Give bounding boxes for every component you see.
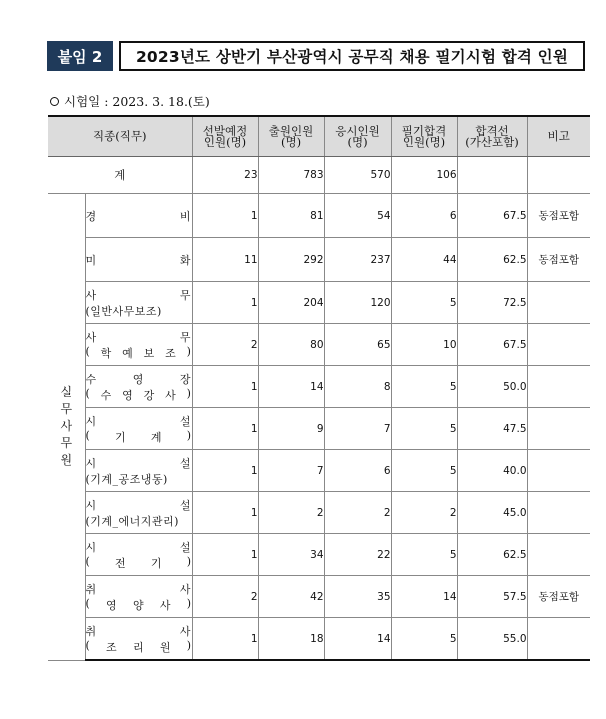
cell-planned: 1 bbox=[192, 408, 258, 450]
cell-passed: 5 bbox=[391, 534, 457, 576]
cell-cutoff: 62.5 bbox=[457, 534, 527, 576]
cell-planned: 1 bbox=[192, 534, 258, 576]
cell-planned: 1 bbox=[192, 194, 258, 238]
cell-note bbox=[527, 282, 590, 324]
header-note: 비고 bbox=[527, 116, 590, 157]
cell-takers: 6 bbox=[324, 450, 391, 492]
group-label: 실 무 사 무 원 bbox=[48, 194, 85, 661]
cell-passed: 10 bbox=[391, 324, 457, 366]
table-row bbox=[48, 618, 590, 661]
job-name-cell: 시 설 ( 전 기 ) bbox=[85, 534, 192, 576]
total-applicants: 783 bbox=[258, 157, 324, 194]
cell-takers: 54 bbox=[324, 194, 391, 238]
total-passed: 106 bbox=[391, 157, 457, 194]
cell-passed: 2 bbox=[391, 492, 457, 534]
cell-planned: 1 bbox=[192, 492, 258, 534]
cell-cutoff: 67.5 bbox=[457, 324, 527, 366]
cell-takers: 35 bbox=[324, 576, 391, 618]
cell-passed: 44 bbox=[391, 238, 457, 282]
cell-note bbox=[527, 492, 590, 534]
cell-passed: 5 bbox=[391, 408, 457, 450]
table-row bbox=[48, 534, 590, 576]
cell-planned: 2 bbox=[192, 324, 258, 366]
job-name-cell: 미 화 bbox=[85, 238, 192, 282]
cell-cutoff: 57.5 bbox=[457, 576, 527, 618]
cell-planned: 1 bbox=[192, 450, 258, 492]
cell-cutoff: 62.5 bbox=[457, 238, 527, 282]
cell-applicants: 292 bbox=[258, 238, 324, 282]
cell-passed: 6 bbox=[391, 194, 457, 238]
job-name-cell: 사 무 ( 학 예 보 조 ) bbox=[85, 324, 192, 366]
cell-note: 동점포함 bbox=[527, 576, 590, 618]
cell-takers: 22 bbox=[324, 534, 391, 576]
cell-cutoff: 50.0 bbox=[457, 366, 527, 408]
cell-takers: 7 bbox=[324, 408, 391, 450]
cell-cutoff: 55.0 bbox=[457, 618, 527, 661]
cell-applicants: 204 bbox=[258, 282, 324, 324]
cell-takers: 120 bbox=[324, 282, 391, 324]
header-planned: 선발예정 인원(명) bbox=[192, 116, 258, 157]
cell-passed: 5 bbox=[391, 618, 457, 661]
total-label: 계 bbox=[48, 157, 192, 194]
cell-takers: 2 bbox=[324, 492, 391, 534]
total-note bbox=[527, 157, 590, 194]
cell-note bbox=[527, 450, 590, 492]
cell-note: 동점포함 bbox=[527, 194, 590, 238]
table-row bbox=[48, 324, 590, 366]
header-job: 직종(직무) bbox=[48, 116, 192, 157]
cell-note bbox=[527, 408, 590, 450]
total-row bbox=[48, 157, 590, 194]
cell-planned: 1 bbox=[192, 366, 258, 408]
cell-planned: 2 bbox=[192, 576, 258, 618]
job-name-cell: 사 무 (일반사무보조) bbox=[85, 282, 192, 324]
header-takers: 응시인원 (명) bbox=[324, 116, 391, 157]
cell-cutoff: 45.0 bbox=[457, 492, 527, 534]
job-name-cell: 시 설 ( 기 계 ) bbox=[85, 408, 192, 450]
title-text: 2023년도 상반기 부산광역시 공무직 채용 필기시험 합격 인원 bbox=[119, 41, 585, 71]
cell-applicants: 2 bbox=[258, 492, 324, 534]
cell-planned: 1 bbox=[192, 618, 258, 661]
cell-applicants: 14 bbox=[258, 366, 324, 408]
table-row bbox=[48, 450, 590, 492]
cell-passed: 5 bbox=[391, 366, 457, 408]
cell-note: 동점포함 bbox=[527, 238, 590, 282]
cell-takers: 8 bbox=[324, 366, 391, 408]
total-takers: 570 bbox=[324, 157, 391, 194]
cell-takers: 14 bbox=[324, 618, 391, 661]
cell-planned: 11 bbox=[192, 238, 258, 282]
job-name-cell: 경 비 bbox=[85, 194, 192, 238]
cell-cutoff: 47.5 bbox=[457, 408, 527, 450]
table-row bbox=[48, 408, 590, 450]
cell-note bbox=[527, 618, 590, 661]
header-cutoff: 합격선 (가산포함) bbox=[457, 116, 527, 157]
table-row bbox=[48, 492, 590, 534]
cell-applicants: 9 bbox=[258, 408, 324, 450]
cell-passed: 14 bbox=[391, 576, 457, 618]
cell-applicants: 18 bbox=[258, 618, 324, 661]
header-applicants: 출원인원 (명) bbox=[258, 116, 324, 157]
cell-takers: 65 bbox=[324, 324, 391, 366]
job-name-cell: 시 설 (기계_공조냉동) bbox=[85, 450, 192, 492]
cell-applicants: 7 bbox=[258, 450, 324, 492]
table-row bbox=[48, 194, 590, 238]
total-cutoff bbox=[457, 157, 527, 194]
job-name-cell: 취 사 ( 조 리 원 ) bbox=[85, 618, 192, 661]
cell-takers: 237 bbox=[324, 238, 391, 282]
job-name-cell: 수 영 장 ( 수 영 강 사 ) bbox=[85, 366, 192, 408]
job-name-cell: 취 사 ( 영 양 사 ) bbox=[85, 576, 192, 618]
cell-applicants: 80 bbox=[258, 324, 324, 366]
cell-applicants: 42 bbox=[258, 576, 324, 618]
cell-cutoff: 40.0 bbox=[457, 450, 527, 492]
cell-note bbox=[527, 324, 590, 366]
cell-applicants: 81 bbox=[258, 194, 324, 238]
document-title bbox=[47, 41, 585, 71]
cell-cutoff: 67.5 bbox=[457, 194, 527, 238]
cell-passed: 5 bbox=[391, 450, 457, 492]
results-table bbox=[48, 115, 590, 661]
attachment-badge: 붙임 2 bbox=[47, 41, 113, 71]
circle-bullet-icon bbox=[50, 97, 59, 106]
cell-note bbox=[527, 366, 590, 408]
job-name-cell: 시 설 (기계_에너지관리) bbox=[85, 492, 192, 534]
table-row bbox=[48, 576, 590, 618]
cell-planned: 1 bbox=[192, 282, 258, 324]
table-header-row bbox=[48, 116, 590, 157]
total-planned: 23 bbox=[192, 157, 258, 194]
cell-cutoff: 72.5 bbox=[457, 282, 527, 324]
exam-date-line bbox=[50, 92, 210, 110]
cell-applicants: 34 bbox=[258, 534, 324, 576]
table-row bbox=[48, 366, 590, 408]
exam-date-text: 시험일 : 2023. 3. 18.(토) bbox=[64, 94, 210, 109]
cell-passed: 5 bbox=[391, 282, 457, 324]
table-row bbox=[48, 238, 590, 282]
cell-note bbox=[527, 534, 590, 576]
header-passed: 필기합격 인원(명) bbox=[391, 116, 457, 157]
table-row bbox=[48, 282, 590, 324]
